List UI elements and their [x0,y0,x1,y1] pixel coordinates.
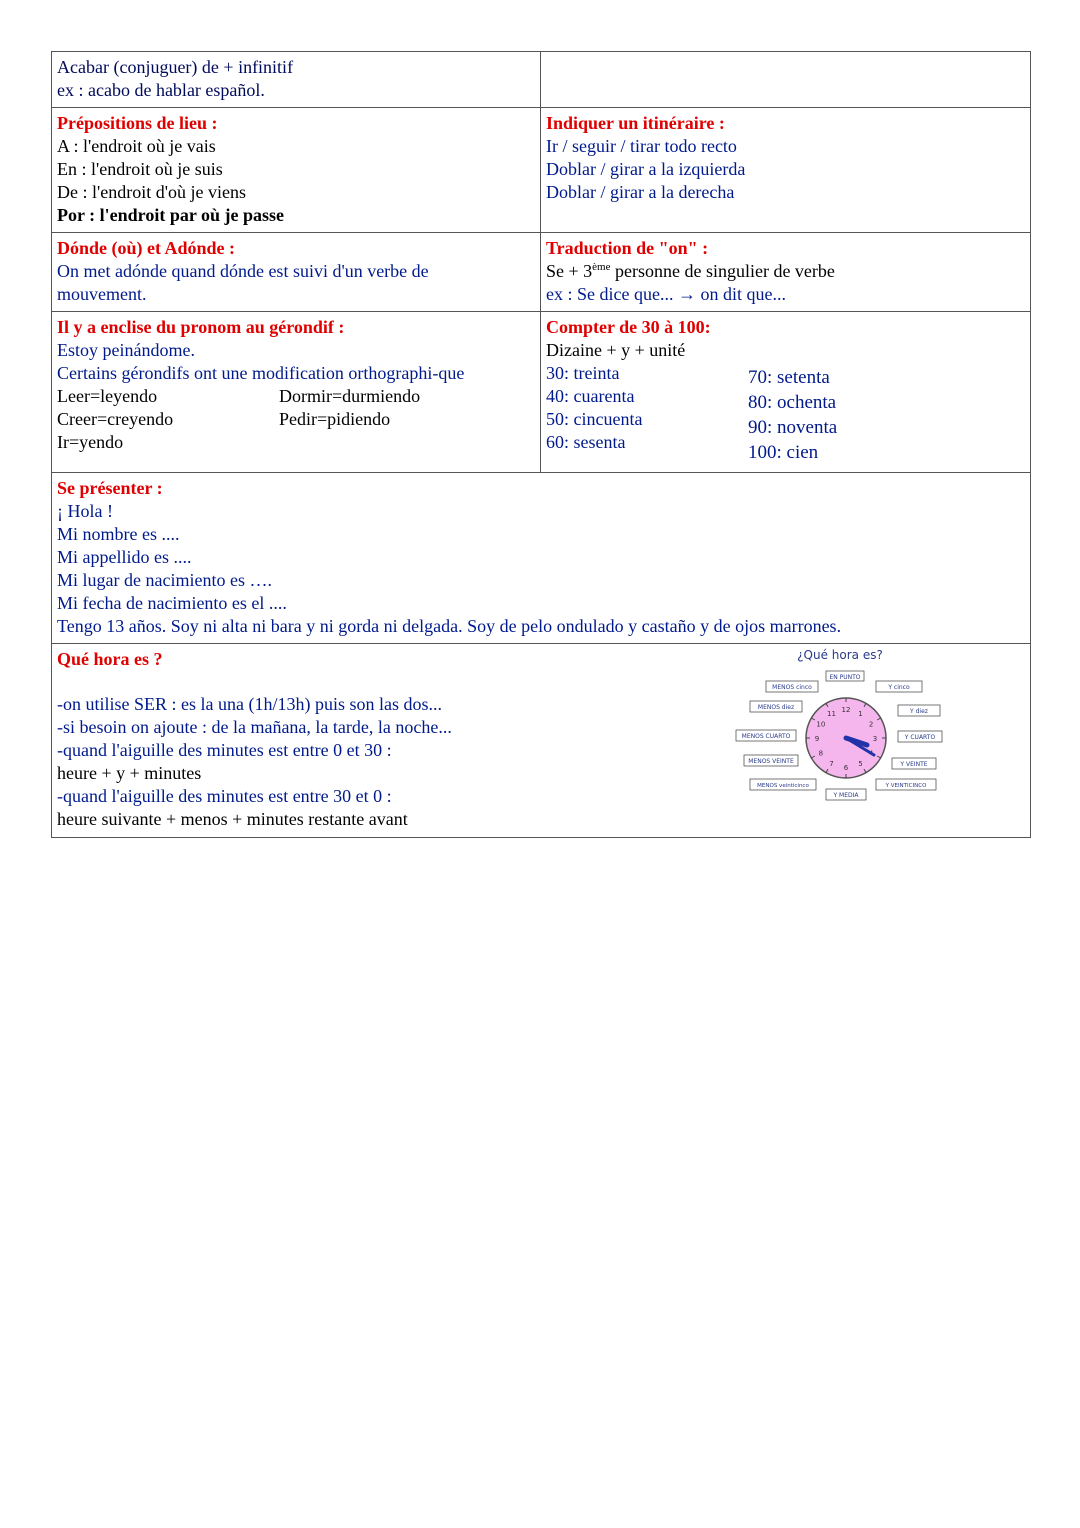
on-rule-sup: ème [592,261,611,273]
prepositions-title: Prépositions de lieu : [57,113,218,133]
clock-label-right: Y cinco [888,684,910,691]
acabar-example: ex : acabo de hablar español. [57,80,265,100]
hora-line: heure + y + minutes [57,763,202,783]
clock-title: ¿Qué hora es? [797,648,883,662]
clock-number: 5 [858,760,863,769]
prepositions-cell [52,108,541,233]
on-cell [541,233,1031,312]
preposition-a: A : l'endroit où je vais [57,136,216,156]
numbers-col-2 [748,365,837,465]
on-rule-pre: Se + 3 [546,261,593,281]
preposition-de: De : l'endroit d'où je viens [57,182,246,202]
clock-label-right: Y VEINTICINCO [885,783,927,789]
numbers-col-1 [546,362,642,454]
number-item: 60: sesenta [546,432,626,452]
presenter-line: Tengo 13 años. Soy ni alta ni bara y ni gorda ni delgada. Soy de pelo ondulado y castaño y de ojos marrones. [57,616,842,636]
gerund-item: Creer=creyendo [57,409,174,429]
donde-line: On met adónde quand dónde est suivi d'un verbe de [57,261,429,281]
compter-title: Compter de 30 à 100: [546,317,711,337]
clock-label-top: EN PUNTO [829,674,861,681]
enclise-title: Il y a enclise du pronom au gérondif : [57,317,345,337]
preposition-en: En : l'endroit où je suis [57,159,223,179]
number-item: 100: cien [748,442,819,463]
clock-label-left: MENOS diez [757,704,795,711]
acabar-cell [52,52,541,108]
hora-line: -si besoin on ajoute : de la mañana, la tarde, la noche... [57,717,452,737]
number-item: 70: setenta [748,367,830,388]
clock-number: 12 [841,706,851,714]
on-rule [546,260,1025,283]
hora-line: -quand l'aiguille des minutes est entre 30 et 0 : [57,786,392,806]
on-example: ex : Se dice que... → on dit que... [546,284,786,304]
clock-number: 6 [843,764,849,772]
number-item: 50: cincuenta [546,409,643,429]
presenter-line: Mi lugar de nacimiento es …. [57,570,272,590]
number-item: 80: ochenta [748,392,837,413]
clock-label-right: Y VEINTE [900,761,928,768]
hora-line: -on utilise SER : es la una (1h/13h) puis son las dos... [57,694,442,714]
donde-title: Dónde (où) et Adónde : [57,238,236,258]
donde-cell [52,233,541,312]
presenter-line: Mi fecha de nacimiento es el .... [57,593,287,613]
number-item: 30: treinta [546,363,620,383]
donde-line: mouvement. [57,284,147,304]
clock-number: 2 [868,720,874,729]
clock-number: 8 [818,749,824,758]
itinerary-title: Indiquer un itinéraire : [546,113,725,133]
presenter-line: Mi appellido es .... [57,547,192,567]
clock-svg [728,645,948,805]
gerund-item: Pedir=pidiendo [279,409,391,429]
compter-formula: Dizaine + y + unité [546,340,686,360]
number-item: 40: cuarenta [546,386,635,406]
hora-line: heure suivante + menos + minutes restante avant [57,809,408,829]
enclise-cell [52,312,541,473]
enclise-example: Estoy peinándome. [57,340,195,360]
hora-title: Qué hora es ? [57,649,163,669]
empty-cell [541,52,1031,108]
gerund-item: Dormir=durmiendo [279,386,421,406]
clock-label-right: Y diez [910,708,928,715]
gerund-item: Leer=leyendo [57,386,158,406]
compter-cell [541,312,1031,473]
itinerary-line: Ir / seguir / tirar todo recto [546,136,737,156]
clock-number: 7 [829,760,834,769]
itinerary-line: Doblar / girar a la izquierda [546,159,746,179]
clock-label-left: MENOS veinticinco [757,783,809,789]
clock-label-left: MENOS VEINTE [748,758,794,765]
itinerary-cell [541,108,1031,233]
gerund-pair [57,385,535,408]
clock-illustration [728,645,948,805]
presenter-cell [52,473,1031,644]
number-item: 90: noventa [748,417,838,438]
clock-label-right: Y CUARTO [904,734,936,741]
gerund-item: Ir=yendo [57,432,124,452]
presenter-title: Se présenter : [57,478,163,498]
preposition-por: Por : l'endroit par où je passe [57,205,285,225]
clock-number: 10 [816,720,826,729]
clock-number: 3 [872,735,878,743]
on-title: Traduction de "on" : [546,238,709,258]
clock-label-left: MENOS cinco [772,684,812,691]
presenter-line: ¡ Hola ! [57,501,113,521]
clock-label-left: MENOS CUARTO [741,733,791,740]
clock-label-bottom: Y MEDIA [833,792,859,799]
numbers-grid [546,362,1025,470]
presenter-line: Mi nombre es .... [57,524,180,544]
clock-number: 11 [827,709,836,718]
itinerary-line: Doblar / girar a la derecha [546,182,735,202]
enclise-note: Certains gérondifs ont une modification orthographi-que [57,363,465,383]
gerund-pair [57,408,535,431]
hora-line: -quand l'aiguille des minutes est entre 0 et 30 : [57,740,392,760]
acabar-rule: Acabar (conjuguer) de + infinitif [57,57,294,77]
clock-number: 1 [858,709,863,718]
clock-number: 9 [814,735,820,743]
on-rule-post: personne de singulier de verbe [610,261,835,281]
